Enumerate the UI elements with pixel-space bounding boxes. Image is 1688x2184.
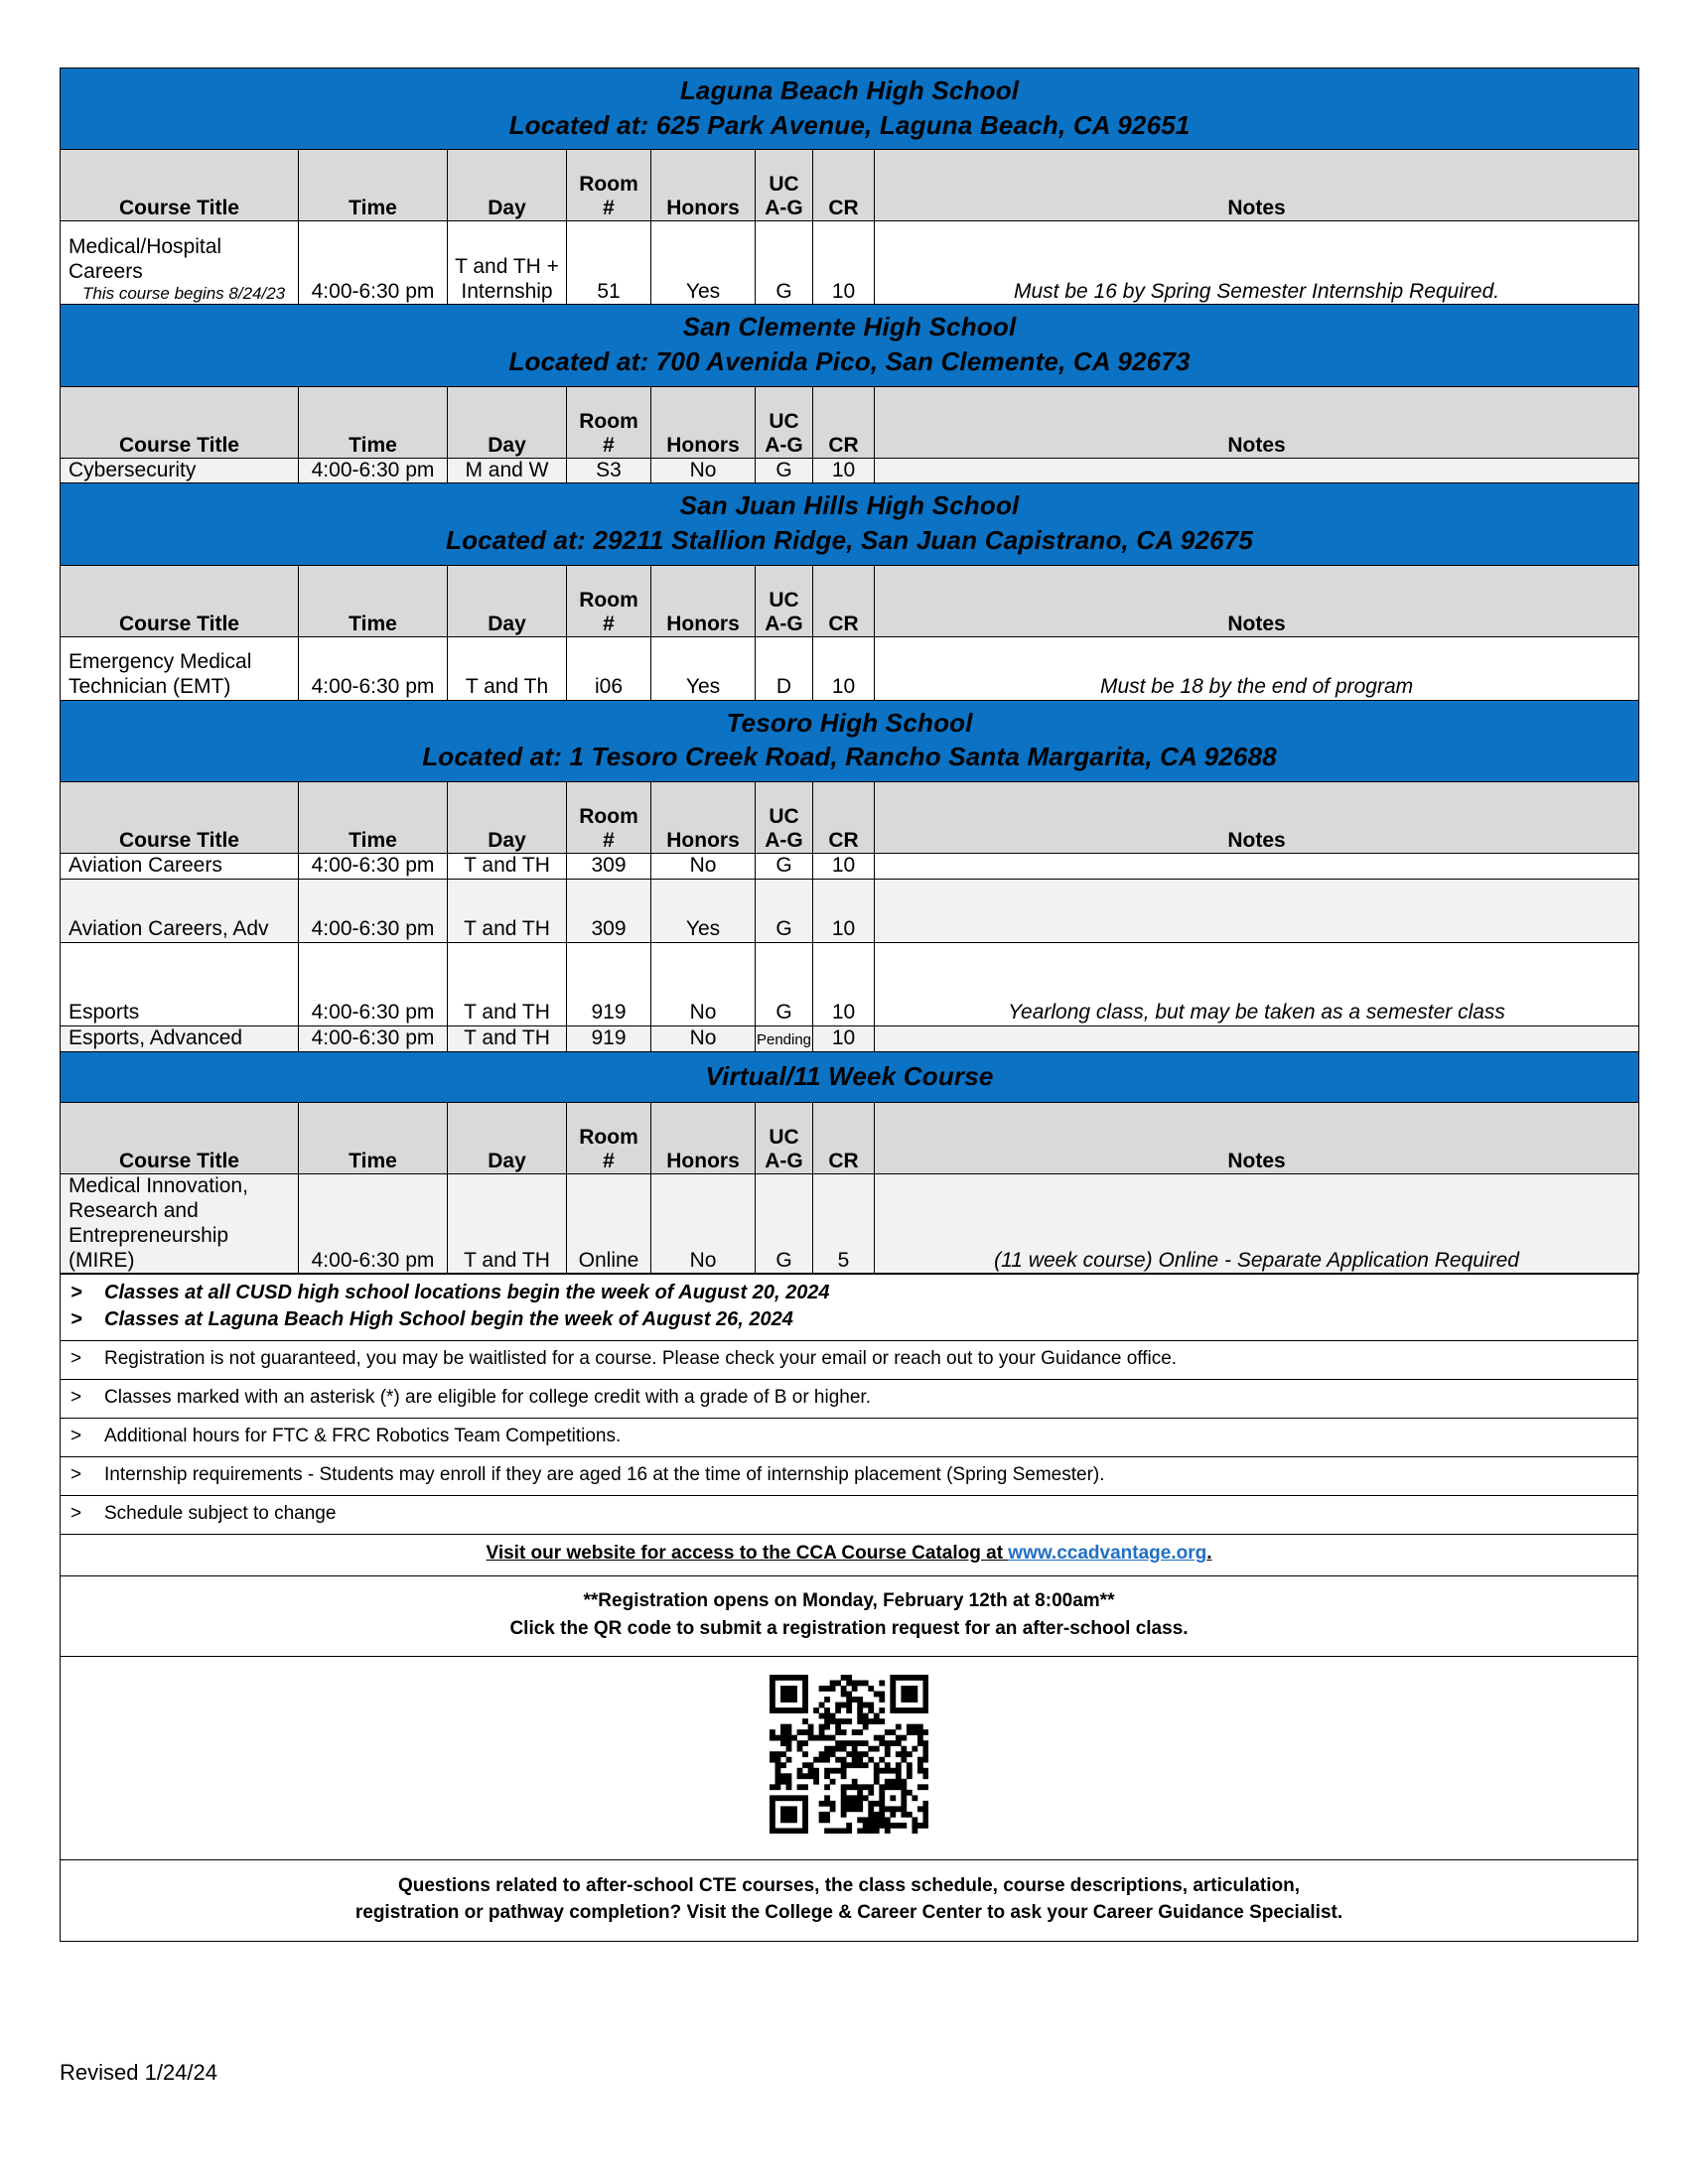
cell-cr: 10: [813, 854, 875, 880]
footnote-text: Classes at Laguna Beach High School begin the week of August 26, 2024: [104, 1308, 793, 1331]
revised-date: Revised 1/24/24: [60, 2060, 217, 2085]
col-head-day: Day: [448, 386, 567, 458]
registration-line-2: Click the QR code to submit a registration request for an after-school class.: [509, 1617, 1189, 1639]
section-banner-row: [61, 305, 1639, 386]
cell-cr: 10: [813, 1025, 875, 1051]
cell-room: 309: [567, 879, 651, 942]
col-head-cr: CR: [813, 565, 875, 636]
col-head-honors: Honors: [651, 565, 756, 636]
col-head-honors: Honors: [651, 782, 756, 854]
banner-laguna-beach: [61, 68, 1639, 150]
cell-room: Online: [567, 1174, 651, 1274]
cell-notes: Must be 16 by Spring Semester Internship Required.: [875, 221, 1639, 305]
footnote-text: Schedule subject to change: [104, 1503, 337, 1525]
section-banner-row: [61, 700, 1639, 781]
bullet-icon: >: [70, 1426, 82, 1447]
footnote-item: [70, 1308, 1631, 1331]
course-row: [61, 221, 1639, 305]
banner-san-clemente: [61, 305, 1639, 386]
col-head-notes: Notes: [875, 1103, 1639, 1174]
cell-room: 309: [567, 854, 651, 880]
section-banner-row: [61, 68, 1639, 150]
website-row: [61, 1535, 1638, 1576]
column-header-row: [61, 150, 1639, 221]
cell-course-subtitle: This course begins 8/24/23: [82, 284, 286, 304]
col-head-course-title: Course Title: [61, 565, 299, 636]
footnote-row: [61, 1496, 1638, 1535]
cell-day: T and TH: [448, 942, 567, 1025]
school-address: Located at: 1 Tesoro Creek Road, Rancho Santa Margarita, CA 92688: [422, 742, 1277, 772]
cell-notes: [875, 458, 1639, 483]
footnote-text: Internship requirements - Students may enroll if they are aged 16 at the time of internship placement (Spring Semester).: [104, 1464, 1105, 1486]
cell-day: T and TH: [448, 854, 567, 880]
col-head-cr: CR: [813, 150, 875, 221]
cell-time: 4:00-6:30 pm: [299, 221, 448, 305]
cell-cr: 10: [813, 636, 875, 700]
cell-uc-ag: G: [756, 458, 813, 483]
cell-uc-ag: G: [756, 854, 813, 880]
cell-course-title: Medical/Hospital Careers This course begins 8/24/23: [61, 221, 299, 305]
section-banner-row: [61, 483, 1639, 565]
footnote-text: Registration is not guaranteed, you may be waitlisted for a course. Please check your email or reach out to your Guidance office.: [104, 1348, 1178, 1370]
footnote-text: Classes at all CUSD high school locations begin the week of August 20, 2024: [104, 1282, 830, 1304]
footnote-cell: [61, 1380, 1638, 1419]
col-head-room: Room #: [567, 1103, 651, 1174]
col-head-time: Time: [299, 386, 448, 458]
bullet-icon: >: [70, 1282, 82, 1304]
col-head-notes: Notes: [875, 150, 1639, 221]
col-head-notes: Notes: [875, 565, 1639, 636]
footnote-cell: [61, 1496, 1638, 1535]
bullet-icon: >: [70, 1503, 82, 1525]
cell-notes: Yearlong class, but may be taken as a semester class: [875, 942, 1639, 1025]
col-head-day: Day: [448, 782, 567, 854]
school-address: Located at: 700 Avenida Pico, San Clemente, CA 92673: [508, 346, 1191, 377]
school-name: Virtual/11 Week Course: [705, 1060, 994, 1091]
course-schedule-sheet: [60, 68, 1638, 1942]
cell-honors: No: [651, 854, 756, 880]
col-head-day: Day: [448, 150, 567, 221]
footnote-row: [61, 1341, 1638, 1380]
col-head-honors: Honors: [651, 386, 756, 458]
cell-time: 4:00-6:30 pm: [299, 636, 448, 700]
cell-honors: Yes: [651, 636, 756, 700]
col-head-time: Time: [299, 1103, 448, 1174]
footer-cell: [61, 1859, 1638, 1941]
col-head-day: Day: [448, 565, 567, 636]
cell-honors: Yes: [651, 879, 756, 942]
course-row: [61, 636, 1639, 700]
cell-time: 4:00-6:30 pm: [299, 854, 448, 880]
cell-cr: 10: [813, 879, 875, 942]
col-head-uc-ag: UC A-G: [756, 782, 813, 854]
col-head-time: Time: [299, 565, 448, 636]
cell-room: 919: [567, 1025, 651, 1051]
school-address: Located at: 625 Park Avenue, Laguna Beach, CA 92651: [508, 109, 1191, 140]
school-name: San Juan Hills High School: [679, 490, 1020, 521]
col-head-uc-ag: UC A-G: [756, 565, 813, 636]
footnote-text: Classes marked with an asterisk (*) are eligible for college credit with a grade of B or higher.: [104, 1387, 871, 1409]
catalog-link[interactable]: www.ccadvantage.org: [1008, 1543, 1207, 1565]
col-head-room: Room #: [567, 386, 651, 458]
bold-footnote-row: [61, 1275, 1638, 1341]
course-row: [61, 458, 1639, 483]
cell-uc-ag: G: [756, 942, 813, 1025]
col-head-honors: Honors: [651, 1103, 756, 1174]
column-header-row: [61, 565, 1639, 636]
website-suffix: .: [1206, 1543, 1212, 1565]
col-head-course-title: Course Title: [61, 150, 299, 221]
bold-footnote-cell: [61, 1275, 1638, 1341]
footnote-row: [61, 1457, 1638, 1496]
cell-notes: [875, 854, 1639, 880]
school-address: Located at: 29211 Stallion Ridge, San Juan Capistrano, CA 92675: [446, 525, 1254, 556]
cell-course-title: Medical Innovation, Research and Entrepreneurship (MIRE): [61, 1174, 299, 1274]
cell-course-title: Emergency Medical Technician (EMT): [61, 636, 299, 700]
bullet-icon: >: [70, 1464, 82, 1486]
cell-day: T and TH: [448, 1174, 567, 1274]
bullet-icon: >: [70, 1348, 82, 1370]
qr-code-icon[interactable]: [770, 1675, 928, 1834]
cell-honors: No: [651, 1025, 756, 1051]
cell-cr: 10: [813, 458, 875, 483]
cell-honors: No: [651, 458, 756, 483]
qr-row: [61, 1656, 1638, 1859]
col-head-time: Time: [299, 150, 448, 221]
cell-notes: [875, 1025, 1639, 1051]
cell-time: 4:00-6:30 pm: [299, 879, 448, 942]
qr-cell: [61, 1656, 1638, 1859]
cell-room: 51: [567, 221, 651, 305]
cell-course-title: Aviation Careers: [61, 854, 299, 880]
school-name: San Clemente High School: [682, 312, 1017, 342]
registration-line-1: **Registration opens on Monday, February 12th at 8:00am**: [583, 1590, 1115, 1612]
col-head-room: Room #: [567, 565, 651, 636]
cell-notes: (11 week course) Online - Separate Application Required: [875, 1174, 1639, 1274]
cell-course-title: Cybersecurity: [61, 458, 299, 483]
banner-tesoro: [61, 700, 1639, 781]
cell-notes: [875, 879, 1639, 942]
cell-time: 4:00-6:30 pm: [299, 1025, 448, 1051]
bullet-icon: >: [70, 1308, 82, 1331]
col-head-uc-ag: UC A-G: [756, 150, 813, 221]
cell-day: M and W: [448, 458, 567, 483]
footer-line-2: registration or pathway completion? Visit the College & Career Center to ask your Career Guidance Specialist.: [354, 1902, 1343, 1924]
column-header-row: [61, 386, 1639, 458]
col-head-uc-ag: UC A-G: [756, 1103, 813, 1174]
course-row: [61, 1174, 1639, 1274]
col-head-cr: CR: [813, 1103, 875, 1174]
col-head-honors: Honors: [651, 150, 756, 221]
column-header-row: [61, 1103, 1639, 1174]
cell-time: 4:00-6:30 pm: [299, 942, 448, 1025]
footer-line-1: Questions related to after-school CTE courses, the class schedule, course descriptions, articulation,: [397, 1874, 1301, 1896]
website-prefix: Visit our website for access to the CCA Course Catalog at: [486, 1543, 1009, 1565]
banner-san-juan-hills: [61, 483, 1639, 565]
course-row: [61, 942, 1639, 1025]
course-row: [61, 854, 1639, 880]
cell-uc-ag: G: [756, 1174, 813, 1274]
cell-uc-ag: D: [756, 636, 813, 700]
registration-row: [61, 1576, 1638, 1656]
cell-cr: 10: [813, 942, 875, 1025]
course-row: [61, 879, 1639, 942]
col-head-cr: CR: [813, 782, 875, 854]
col-head-cr: CR: [813, 386, 875, 458]
footnote-text: Additional hours for FTC & FRC Robotics Team Competitions.: [104, 1426, 622, 1447]
col-head-course-title: Course Title: [61, 782, 299, 854]
cell-day: T and TH: [448, 1025, 567, 1051]
col-head-course-title: Course Title: [61, 1103, 299, 1174]
col-head-uc-ag: UC A-G: [756, 386, 813, 458]
footnote-row: [61, 1419, 1638, 1457]
bullet-icon: >: [70, 1387, 82, 1409]
cell-honors: No: [651, 942, 756, 1025]
footnote-cell: [61, 1341, 1638, 1380]
banner-virtual: [61, 1051, 1639, 1103]
footnote-cell: [61, 1419, 1638, 1457]
col-head-notes: Notes: [875, 386, 1639, 458]
cell-room: S3: [567, 458, 651, 483]
website-cell: [61, 1535, 1638, 1576]
course-row: [61, 1025, 1639, 1051]
cell-course-title: Esports, Advanced: [61, 1025, 299, 1051]
col-head-course-title: Course Title: [61, 386, 299, 458]
cell-course-title: Aviation Careers, Adv: [61, 879, 299, 942]
cell-uc-ag: G: [756, 221, 813, 305]
school-name: Tesoro High School: [726, 707, 973, 738]
footnotes-table: [60, 1274, 1638, 1941]
footer-row: [61, 1859, 1638, 1941]
col-head-notes: Notes: [875, 782, 1639, 854]
cell-uc-ag: G: [756, 879, 813, 942]
cell-time: 4:00-6:30 pm: [299, 458, 448, 483]
cell-cr: 5: [813, 1174, 875, 1274]
cell-honors: No: [651, 1174, 756, 1274]
footnote-cell: [61, 1457, 1638, 1496]
col-head-time: Time: [299, 782, 448, 854]
cell-cr: 10: [813, 221, 875, 305]
cell-room: i06: [567, 636, 651, 700]
col-head-room: Room #: [567, 782, 651, 854]
col-head-room: Room #: [567, 150, 651, 221]
footnote-item: [70, 1282, 1631, 1304]
cell-course-title: Esports: [61, 942, 299, 1025]
footnote-row: [61, 1380, 1638, 1419]
cell-time: 4:00-6:30 pm: [299, 1174, 448, 1274]
col-head-day: Day: [448, 1103, 567, 1174]
school-name: Laguna Beach High School: [679, 75, 1020, 105]
cell-room: 919: [567, 942, 651, 1025]
cell-notes: Must be 18 by the end of program: [875, 636, 1639, 700]
section-banner-row: [61, 1051, 1639, 1103]
cell-day: T and Th: [448, 636, 567, 700]
schedule-table: [60, 68, 1639, 1274]
cell-honors: Yes: [651, 221, 756, 305]
cell-day: T and TH + Internship: [448, 221, 567, 305]
registration-cell: [61, 1576, 1638, 1656]
cell-day: T and TH: [448, 879, 567, 942]
cell-uc-ag: Pending: [756, 1025, 813, 1051]
column-header-row: [61, 782, 1639, 854]
